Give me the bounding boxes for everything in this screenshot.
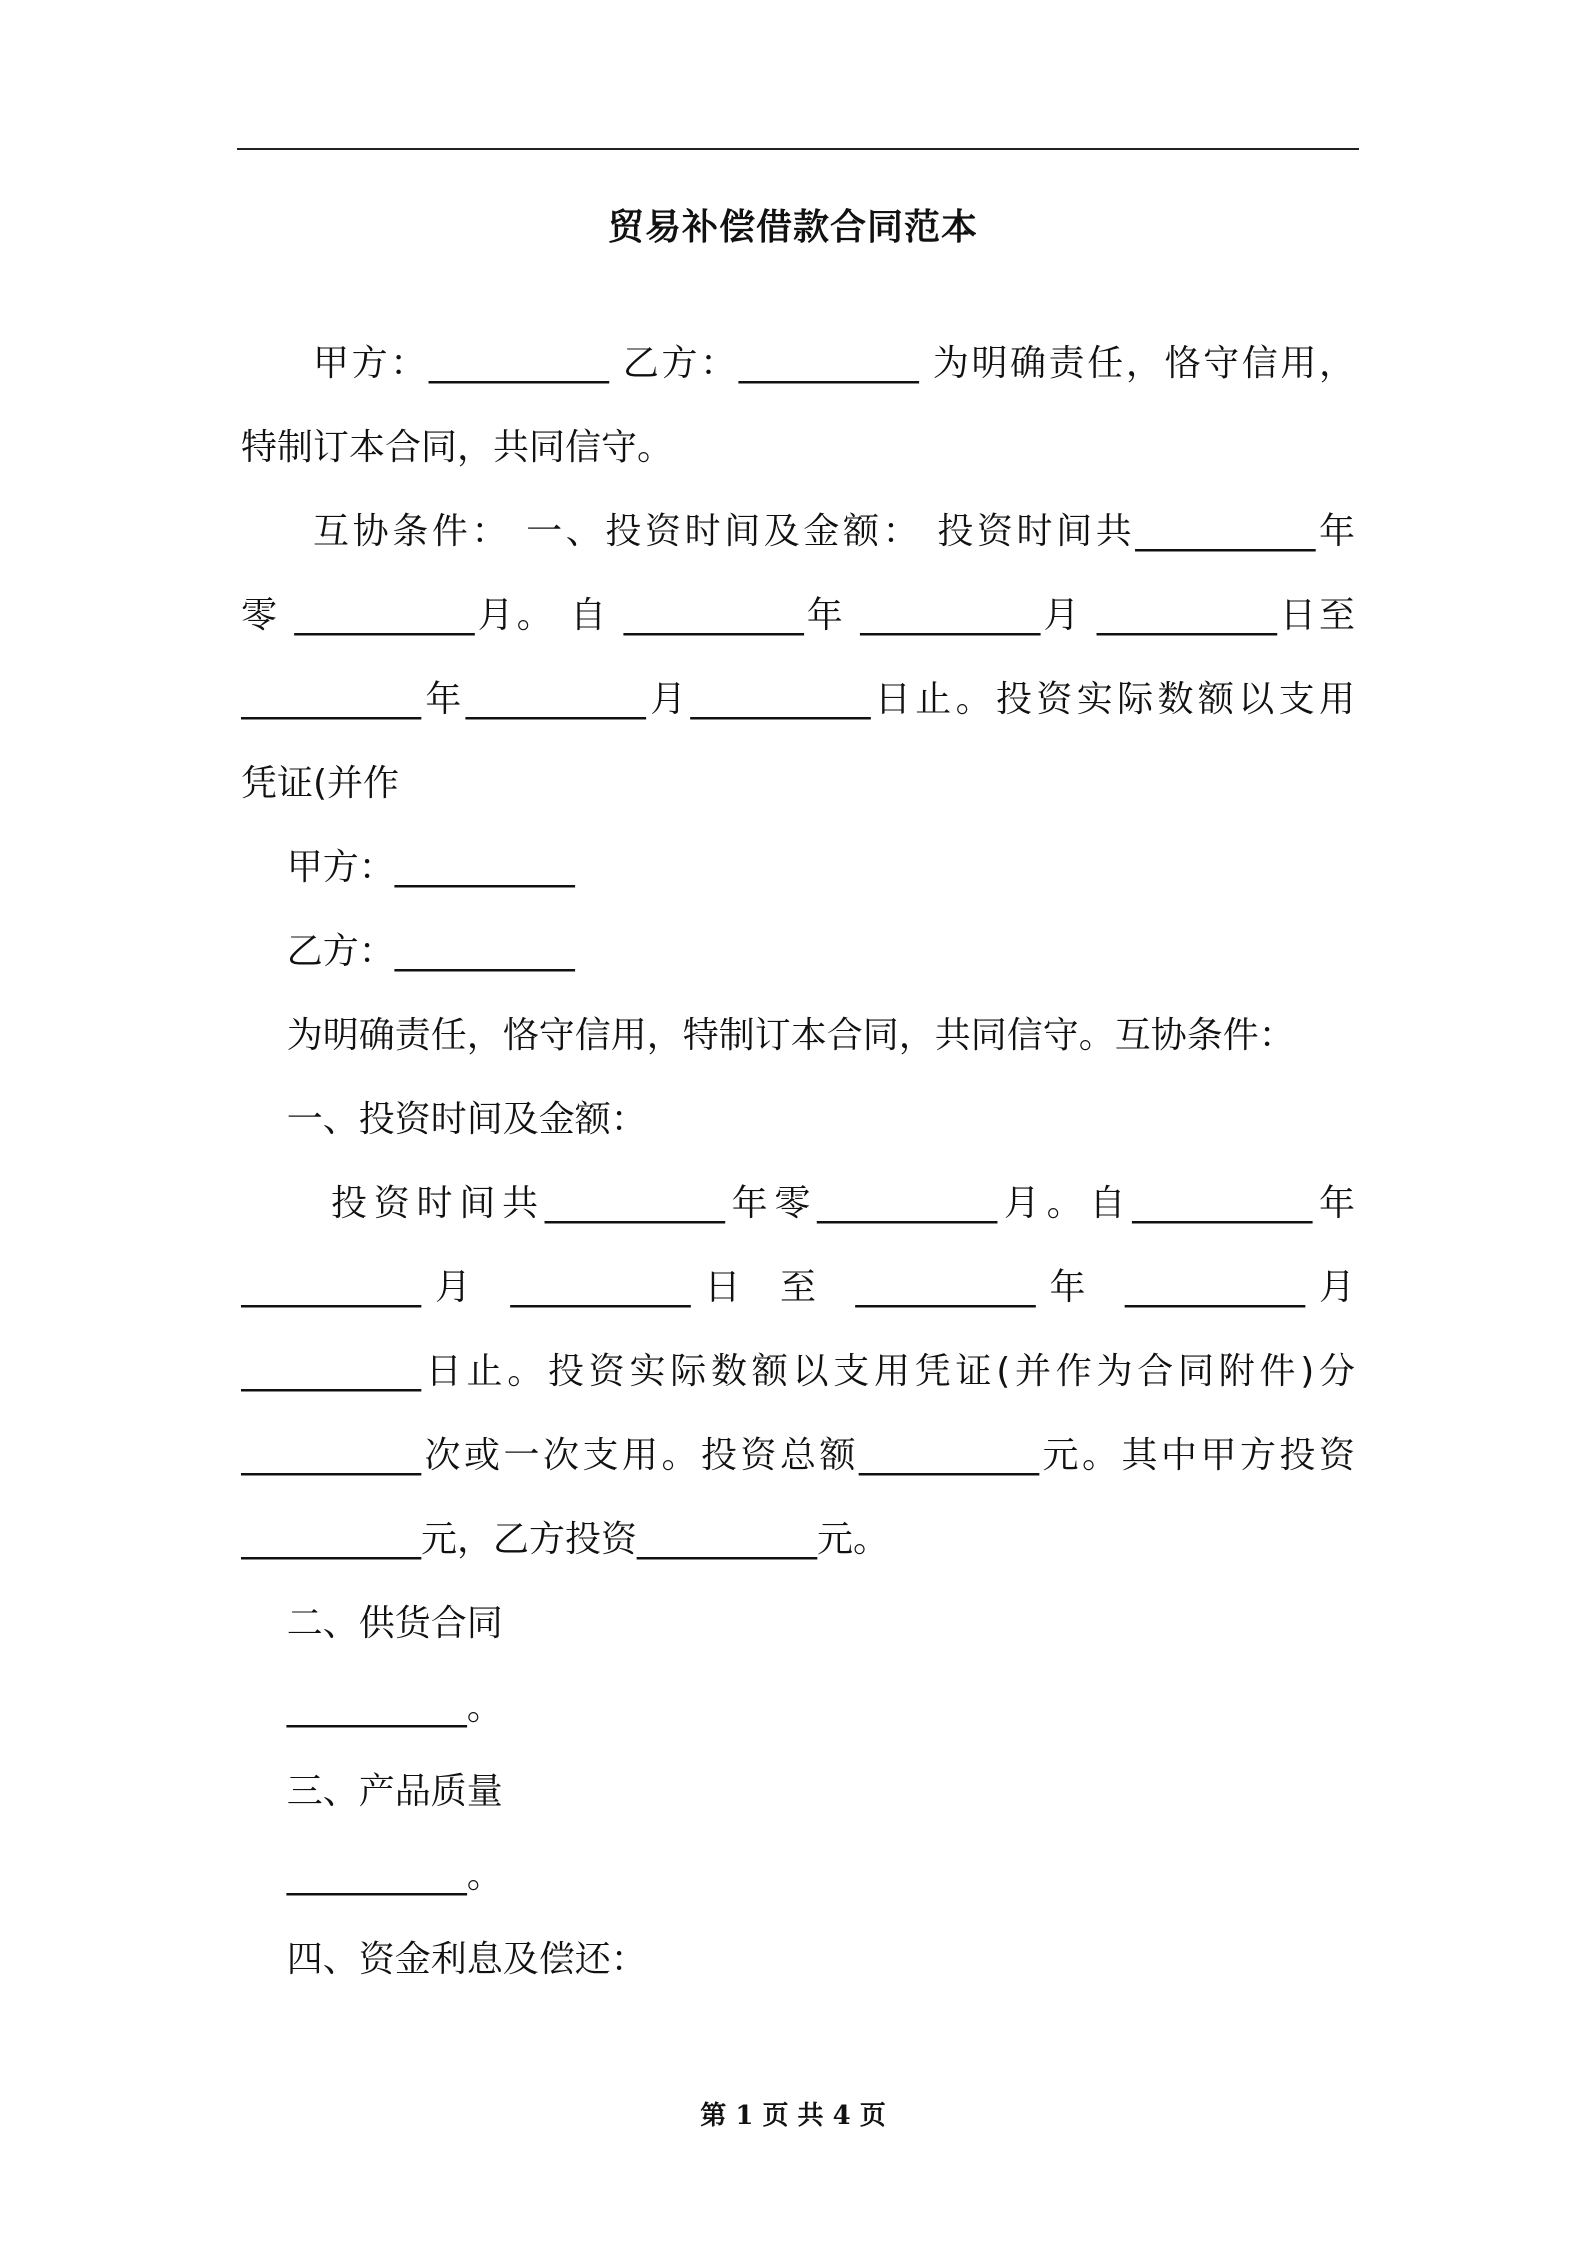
document-line: 四、资金利息及偿还：: [241, 1939, 647, 1980]
document-line: 凭证(并作: [241, 763, 400, 804]
document-line: __________日止。投资实际数额以支用凭证(并作为合同附件)分: [241, 1351, 1355, 1392]
header-rule: [237, 148, 1359, 150]
document-line: 二、供货合同: [241, 1603, 503, 1644]
document-line: 三、产品质量: [241, 1771, 503, 1812]
page-number: 第 1 页 共 4 页: [700, 2101, 886, 2131]
document-line: 乙方：__________: [241, 931, 575, 972]
document-line: 甲方：__________ 乙方：__________ 为明确责任，恪守信用，: [313, 343, 1355, 384]
document-line: __________元，乙方投资__________元。: [241, 1519, 890, 1560]
document-line: __________年__________月__________日止。投资实际数额以支用: [241, 679, 1355, 720]
document-line: 互协条件： 一、投资时间及金额： 投资时间共__________年: [313, 511, 1355, 552]
document-line: 甲方：__________: [241, 847, 575, 888]
document-line: 一、投资时间及金额：: [241, 1099, 647, 1140]
document-line: 零 __________月。 自 __________年 __________月 __________日至: [241, 595, 1355, 636]
document-title: 贸易补偿借款合同范本: [607, 207, 978, 248]
document-line: __________。: [241, 1855, 503, 1896]
document-line: 为明确责任，恪守信用，特制订本合同，共同信守。互协条件：: [241, 1015, 1295, 1056]
document-line: __________。: [241, 1687, 503, 1728]
document-body: [241, 322, 1355, 2002]
document-line: 投资时间共__________年零__________月。自__________年: [331, 1183, 1355, 1224]
document-line: __________次或一次支用。投资总额__________元。其中甲方投资: [241, 1435, 1355, 1476]
document-line: 特制订本合同，共同信守。: [241, 427, 674, 468]
document-line: __________月 __________日 至 __________年 __________月: [241, 1267, 1355, 1308]
